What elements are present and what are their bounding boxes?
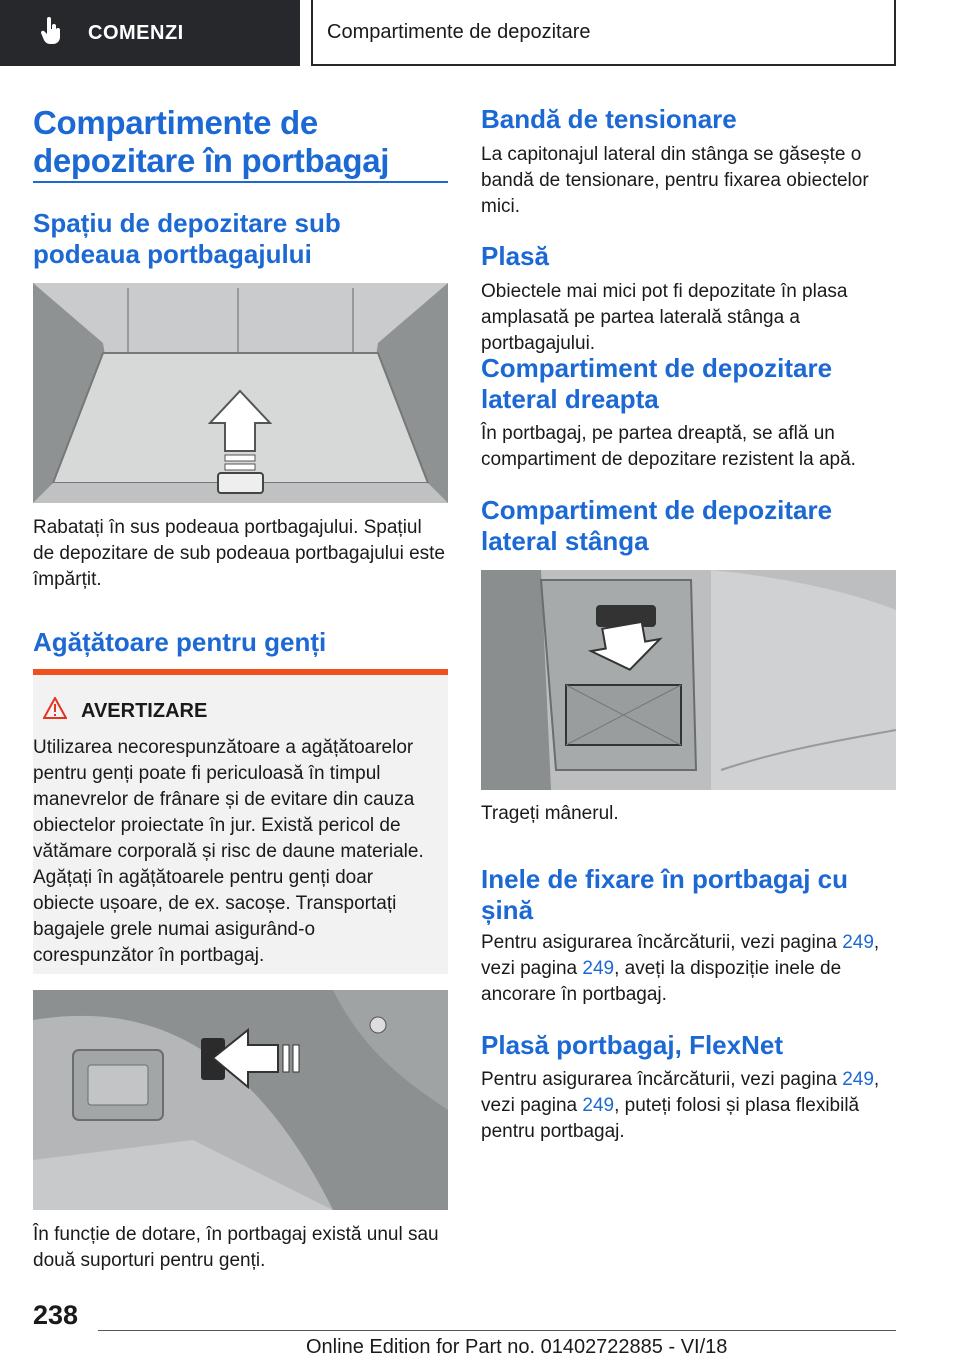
heading-bag-hooks: Agățătoare pentru genți [33, 627, 327, 657]
heading-right-storage: Compartiment de depozitare lateral dreapta [481, 353, 833, 414]
page-link-249[interactable]: 249 [842, 932, 874, 953]
warning-text: Utilizarea necorespunzătoare a agățătoarelor pentru genți poate fi periculoasă în timpul manevrelor de frânare și de evitare din cauza obiectelor proiectate în jur. Există pericol de vătămare corporală și risc de daune materiale. Agățați în agățătoarele pentru genți doar obiecte ușoare, de ex. sacoșe. Transportați bagajele grele numai asigurând-o corespunzător în portbagaj. [33, 737, 424, 966]
underfloor-storage-text: Rabatați în sus podeaua portbagajului. Spațiul de depozitare de sub podeaua portbagajului este împărțit. [33, 517, 445, 590]
left-storage-image [481, 570, 896, 790]
page-link-249[interactable]: 249 [582, 958, 615, 979]
warning-box [33, 669, 448, 974]
heading-tension-strap: Bandă de tensionare [481, 104, 737, 134]
edition-footer: Online Edition for Part no. 01402722885 - VI/18 [306, 1336, 728, 1358]
flexnet-text: Pentru asigurarea încărcăturii, vezi pagina 249, vezi pagina 249, puteți folosi și plasa flexibilă pentru portbagaj. [481, 1069, 880, 1142]
page-link-249[interactable]: 249 [582, 1095, 615, 1116]
warning-label: AVERTIZARE [81, 699, 208, 722]
section-tab [0, 0, 300, 66]
tension-strap-text: La capitonajul lateral din stânga se găsește o bandă de tensionare, pentru fixarea obiectelor mici. [481, 144, 869, 217]
warning-triangle-icon [43, 697, 67, 725]
trunk-floor-image [33, 283, 448, 503]
page-link-249[interactable]: 249 [842, 1069, 874, 1090]
heading-tie-down-rings: Inele de fixare în portbagaj cu șină [481, 864, 848, 925]
hand-pointer-icon [40, 17, 62, 50]
chapter-label: Compartimente de depozitare [327, 20, 591, 43]
footer-rule [98, 1330, 896, 1331]
section-label: COMENZI [88, 21, 184, 44]
tie-down-rings-text: Pentru asigurarea încărcăturii, vezi pagina 249, vezi pagina 249, aveți la dispoziție inele de ancorare în portbagaj. [481, 932, 880, 1005]
warning-header [43, 697, 438, 725]
heading-flexnet: Plasă portbagaj, FlexNet [481, 1030, 783, 1060]
bag-hook-image [33, 990, 448, 1210]
heading-net: Plasă [481, 241, 549, 271]
heading-left-storage: Compartiment de depozitare lateral stânga [481, 495, 833, 556]
right-storage-text: În portbagaj, pe partea dreaptă, se află un compartiment de depozitare rezistent la apă. [481, 423, 856, 470]
page-number: 238 [33, 1300, 79, 1330]
chapter-tab [311, 0, 896, 66]
title-rule [33, 181, 448, 183]
net-text: Obiectele mai mici pot fi depozitate în plasa amplasată pe partea laterală stânga a portbagajului. [481, 281, 848, 354]
left-storage-text: Trageți mânerul. [481, 803, 619, 824]
heading-underfloor-storage: Spațiu de depozitare sub podeaua portbagajului [33, 208, 341, 269]
page-title: Compartimente de depozitare în portbagaj [33, 104, 390, 179]
bag-hook-text: În funcție de dotare, în portbagaj există unul sau două suporturi pentru genți. [33, 1224, 439, 1271]
